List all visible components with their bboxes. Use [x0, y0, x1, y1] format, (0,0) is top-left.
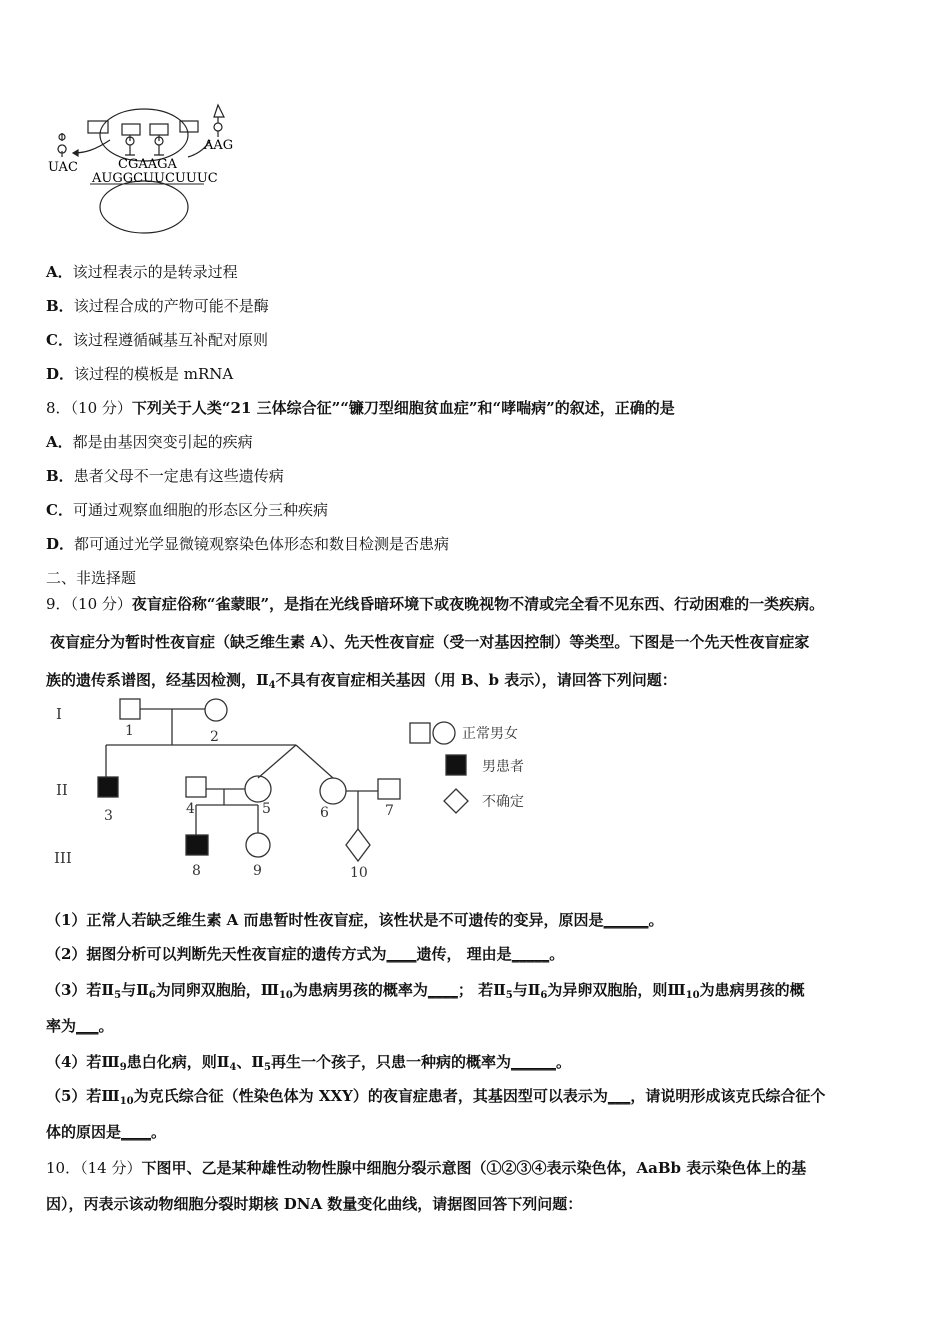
- q10-line1: 10．（14 分）下图甲、乙是某种雄性动物性腺中细胞分裂示意图（①②③④表示染色体，AaBb 表示染色体上的基: [46, 1159, 807, 1177]
- q8-stem: 8．（10 分）下列关于人类“21 三体综合征”“镰刀型细胞贫血症”和“哮喘病”的叙述，正确的是: [46, 399, 675, 417]
- anticodons: CGAAGA: [118, 157, 177, 172]
- q9-sub3-cont: 率为___。: [46, 1017, 114, 1035]
- arrow-head-icon: [73, 150, 78, 156]
- section-heading: 二、非选择题: [46, 569, 137, 587]
- legend-square-icon: [410, 723, 430, 743]
- individual-III9: [246, 833, 270, 857]
- svg-text:3: 3: [104, 808, 113, 824]
- svg-text:6: 6: [320, 805, 329, 821]
- amino-acid-box: [122, 124, 140, 135]
- q9-sub1: （1）正常人若缺乏维生素 A 而患暂时性夜盲症，该性状是不可遗传的变异，原因是______。: [46, 911, 664, 929]
- individual-III8: [186, 835, 208, 855]
- q9-line1: 9．（10 分）夜盲症俗称“雀蒙眼”，是指在光线昏暗环境下或夜晚视物不清或完全看不见东西、行动困难的一类疾病。: [46, 595, 825, 613]
- q8-option-b: B．患者父母不一定患有这些遗传病: [46, 467, 284, 485]
- individual-II3[interactable]: [98, 777, 118, 797]
- mrna-sequence: AUGGCUUCUUUC: [92, 171, 218, 186]
- trna-icon: [214, 105, 224, 137]
- q8-option-c: C．可通过观察血细胞的形态区分三种疾病: [46, 501, 328, 519]
- svg-text:1: 1: [125, 723, 134, 739]
- legend-diamond-icon: [444, 789, 468, 813]
- individual-I2: [205, 699, 227, 721]
- svg-text:10: 10: [350, 865, 368, 881]
- svg-text:2: 2: [210, 729, 219, 745]
- amino-acid-box: [150, 124, 168, 135]
- individual-II6: [320, 778, 346, 804]
- q7-option-b: B．该过程合成的产物可能不是酶: [46, 297, 269, 315]
- legend-circle-icon: [433, 722, 455, 744]
- individual-II7: [378, 779, 400, 799]
- pedigree-chart: [46, 695, 576, 885]
- svg-text:5: 5: [262, 801, 271, 817]
- legend-patient-icon: [446, 755, 466, 775]
- legend-patient: 男患者: [482, 759, 524, 775]
- q9-sub4: （4）若$Ⅲ_9$患白化病，则$Ⅱ_4$、$Ⅱ_5$再生一个孩子，只患一种病的概率为______。: [46, 1053, 571, 1073]
- individual-II5: [245, 776, 271, 802]
- svg-text:7: 7: [385, 803, 394, 819]
- trna-icon: [125, 135, 135, 155]
- q8-option-d: D．都可通过光学显微镜观察染色体形态和数目检测是否患病: [46, 535, 450, 553]
- q10-line2: 因），丙表示该动物细胞分裂时期核 DNA 数量变化曲线，请据图回答下列问题：: [46, 1195, 583, 1213]
- individual-I1: [120, 699, 140, 719]
- q9-line3: 族的遗传系谱图，经基因检测，$Ⅱ_4$不具有夜盲症相关基因（用 B、b 表示），请回答下列问题：: [46, 671, 677, 691]
- q7-option-d: D．该过程的模板是 mRNA: [46, 365, 234, 383]
- q7-option-a: A．该过程表示的是转录过程: [46, 263, 238, 281]
- trna-icon: [58, 133, 66, 157]
- individual-III10: [346, 829, 370, 861]
- q9-sub5: （5）若$Ⅲ_{10}$为克氏综合征（性染色体为 XXY）的夜盲症患者，其基因型可以表示为___，请说明形成该克氏综合征个: [46, 1087, 826, 1107]
- q9-sub5-cont: 体的原因是____。: [46, 1123, 167, 1141]
- q9-sub2: （2）据图分析可以判断先天性夜盲症的遗传方式为____遗传， 理由是_____。: [46, 945, 565, 963]
- q9-line2: 夜盲症分为暂时性夜盲症（缺乏维生素 A）、先天性夜盲症（受一对基因控制）等类型。下图是一个先天性夜盲症家: [50, 633, 810, 651]
- codon-left: UAC: [48, 160, 78, 175]
- q8-option-a: A．都是由基因突变引起的疾病: [46, 433, 253, 451]
- translation-diagram: [40, 95, 260, 235]
- trna-icon: [154, 135, 164, 155]
- q9-sub3: （3）若$Ⅱ_5$与$Ⅱ_6$为同卵双胞胎，$Ⅲ_{10}$为患病男孩的概率为____； 若$Ⅱ_5$与$Ⅱ_6$为异卵双胞胎，则$Ⅲ_{10}$为患病男孩的概: [46, 981, 805, 1001]
- legend-uncertain: 不确定: [482, 794, 524, 810]
- ribosome-small-subunit: [100, 181, 188, 233]
- svg-text:8: 8: [192, 863, 201, 879]
- gen-label-2: II: [56, 781, 68, 799]
- codon-right: AAG: [204, 138, 234, 153]
- individual-II4: [186, 777, 206, 797]
- gen-label-1: I: [56, 705, 62, 723]
- q7-option-c: C．该过程遵循碱基互补配对原则: [46, 331, 268, 349]
- gen-label-3: III: [54, 849, 72, 867]
- svg-text:9: 9: [253, 863, 262, 879]
- svg-text:4: 4: [186, 801, 195, 817]
- ribosome-large-subunit: [100, 109, 188, 161]
- legend-normal: 正常男女: [462, 726, 518, 742]
